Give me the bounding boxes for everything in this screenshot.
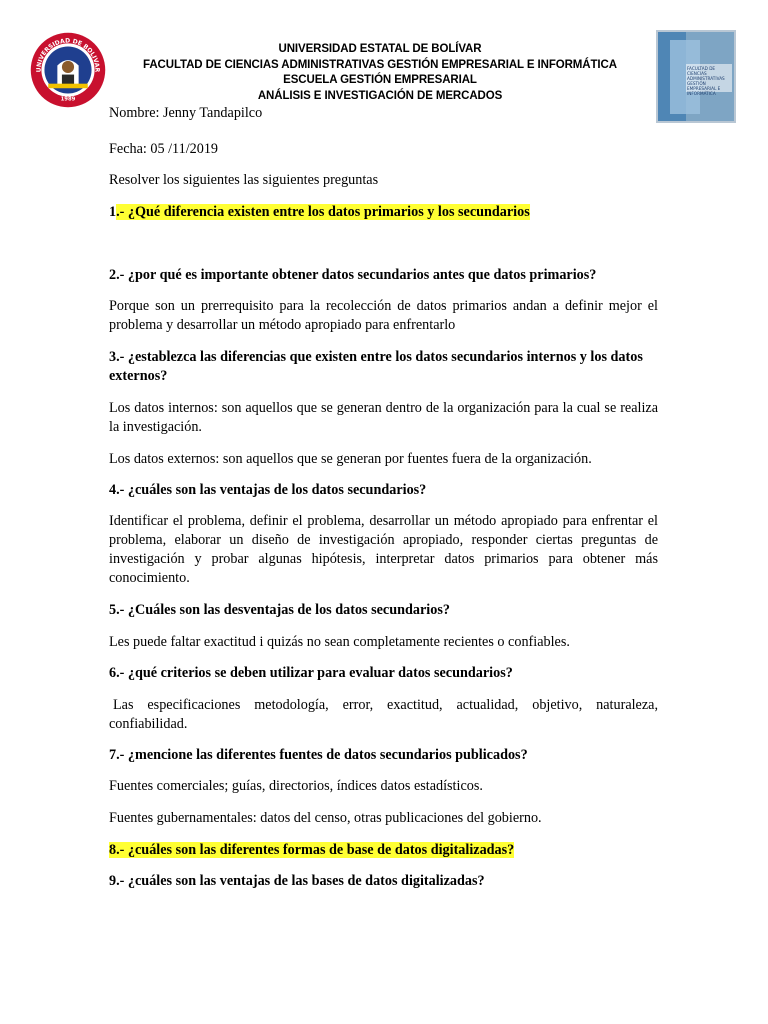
seal-ring-text: UNIVERSIDAD DE BOLIVAR bbox=[35, 37, 101, 73]
question-1-number: 1 bbox=[109, 204, 117, 220]
instructions: Resolver los siguientes las siguientes preguntas bbox=[109, 172, 379, 188]
question-8-text: 8.- ¿cuáles son las diferentes formas de base de datos digitalizadas? bbox=[109, 842, 515, 858]
answer-3-internal: Los datos internos: son aquellos que se generan dentro de la organización para la cual se realiza la investigación. bbox=[109, 400, 658, 435]
question-4: 4.- ¿cuáles son las ventajas de los datos secundarios? bbox=[109, 482, 427, 498]
answer-2: Porque son un prerrequisito para la recolección de datos primarios andan a definir mejor el problema y desarrollar un método apropiado para enfrentarlo bbox=[109, 298, 658, 333]
question-3: 3.- ¿establezca las diferencias que existen entre los datos secundarios internos y los datos externos? bbox=[109, 349, 643, 384]
question-9: 9.- ¿cuáles son las ventajas de las bases de datos digitalizadas? bbox=[109, 873, 485, 889]
question-7: 7.- ¿mencione las diferentes fuentes de datos secundarios publicados? bbox=[109, 747, 528, 763]
university-seal-logo bbox=[30, 32, 106, 108]
date-line: Fecha: 05 /11/2019 bbox=[109, 141, 219, 157]
question-6: 6.- ¿qué criterios se deben utilizar para evaluar datos secundarios? bbox=[109, 665, 513, 681]
question-1 bbox=[109, 203, 658, 222]
faculty-name: FACULTAD DE CIENCIAS ADMINISTRATIVAS GESTIÓN EMPRESARIAL E INFORMÁTICA bbox=[143, 58, 617, 71]
question-2: 2.- ¿por qué es importante obtener datos secundarios antes que datos primarios? bbox=[109, 267, 597, 283]
question-5: 5.- ¿Cuáles son las desventajas de los datos secundarios? bbox=[109, 602, 450, 618]
answer-3-external: Los datos externos: son aquellos que se generan por fuentes fuera de la organización. bbox=[109, 451, 592, 467]
school-name: ESCUELA GESTIÓN EMPRESARIAL bbox=[283, 74, 477, 86]
answer-7-commercial: Fuentes comerciales; guías, directorios, índices datos estadísticos. bbox=[109, 778, 483, 794]
answer-7-government: Fuentes gubernamentales: datos del censo, otras publicaciones del gobierno. bbox=[109, 810, 542, 826]
question-8 bbox=[109, 841, 658, 860]
answer-4: Identificar el problema, definir el problema, desarrollar un método apropiado para enfrentar el problema, elaborar un diseño de investigación apropiado, responder ciertas preguntas de investigación y probar algunas hipótesis, interpretar datos primarios para obtener más conocimiento. bbox=[109, 513, 658, 586]
question-1-text: .- ¿Qué diferencia existen entre los datos primarios y los secundarios bbox=[116, 204, 530, 220]
faculty-logo bbox=[656, 30, 736, 123]
document-header bbox=[120, 42, 640, 104]
answer-6: Las especificaciones metodología, error, exactitud, actualidad, objetivo, naturaleza, confiabilidad. bbox=[109, 697, 658, 732]
faculty-logo-text: FACULTAD DE CIENCIAS ADMINISTRATIVAS GESTIÓN EMPRESARIAL E INFORMÁTICA bbox=[687, 66, 725, 96]
university-name: UNIVERSIDAD ESTATAL DE BOLÍVAR bbox=[278, 43, 482, 55]
answer-5: Les puede faltar exactitud i quizás no sean completamente recientes o confiables. bbox=[109, 634, 570, 650]
student-name: Nombre: Jenny Tandapilco bbox=[109, 105, 263, 121]
seal-year: 1989 bbox=[60, 96, 76, 103]
course-name: ANÁLISIS E INVESTIGACIÓN DE MERCADOS bbox=[257, 89, 503, 102]
